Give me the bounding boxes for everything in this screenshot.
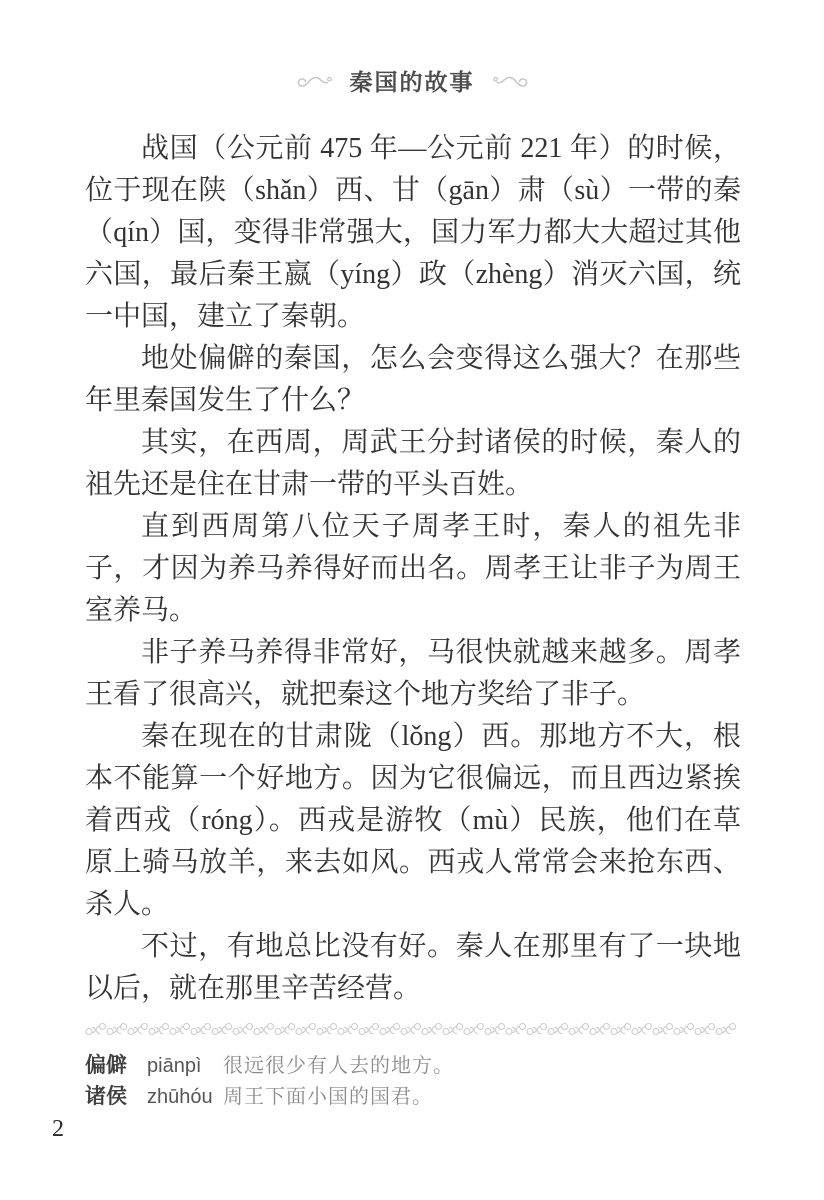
glossary-divider [85,1022,737,1036]
glossary-term: 诸侯 [85,1085,127,1108]
paragraph: 非子养马养得非常好，马很快就越来越多。周孝王看了很高兴，就把秦这个地方奖给了非子。 [85,637,741,710]
page-title: 秦国的故事 [349,69,475,95]
glossary [85,1049,737,1111]
glossary-term: 偏僻 [85,1054,127,1077]
glossary-divider-svg [85,1022,737,1036]
paragraph: 地处偏僻的秦国，怎么会变得这么强大？在那些年里秦国发生了什么？ [85,343,741,416]
glossary-entry [85,1049,737,1080]
paragraph: 直到西周第八位天子周孝王时，秦人的祖先非子，才因为养马养得好而出名。周孝王让非子为周王室养马。 [85,511,741,626]
page-header [0,64,824,97]
paragraph: 其实，在西周，周武王分封诸侯的时候，秦人的祖先还是住在甘肃一带的平头百姓。 [85,427,741,500]
flourish-left-icon [296,73,334,89]
paragraph: 不过，有地总比没有好。秦人在那里有了一块地以后，就在那里辛苦经营。 [85,931,741,1004]
page-number: 2 [52,1116,64,1142]
paragraph: 战国（公元前 475 年—公元前 221 年）的时候，位于现在陕（shǎn）西、甘（gān）肃（sù）一带的秦（qín）国，变得非常强大，国力军力都大大超过其他六国，最后秦王嬴（yíng）政（zhèng）消灭六国，统一中国，建立了秦朝。 [85,133,741,332]
paragraph: 秦在现在的甘肃陇（lǒng）西。那地方不大，根本不能算一个好地方。因为它很偏远，而且西边紧挨着西戎（róng）。西戎是游牧（mù）民族，他们在草原上骑马放羊，来去如风。西戎人常常会来抢东西、杀人。 [85,721,741,920]
story-text [85,128,741,1010]
glossary-definition: 周王下面小国的国君。 [223,1086,433,1108]
glossary-entry [85,1080,737,1111]
glossary-pinyin: piānpì [147,1055,202,1077]
glossary-definition: 很远很少有人去的地方。 [223,1055,454,1077]
flourish-right-icon [491,73,529,89]
glossary-pinyin: zhūhóu [147,1086,213,1108]
